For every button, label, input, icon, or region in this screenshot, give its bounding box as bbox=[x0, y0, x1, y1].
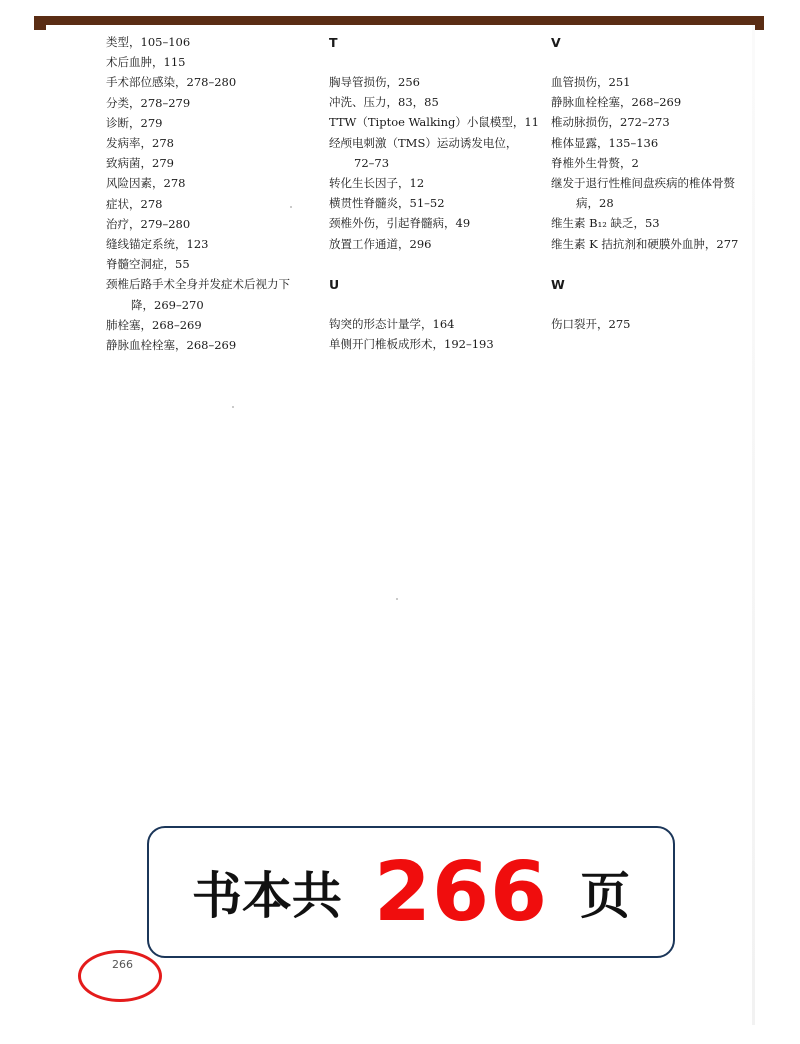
index-entry: 椎动脉损伤，272–273 bbox=[551, 115, 670, 130]
scan-speck bbox=[290, 206, 292, 208]
index-entry: 继发于退行性椎间盘疾病的椎体骨赘 bbox=[551, 176, 735, 191]
page-number: 266 bbox=[112, 958, 133, 971]
scan-speck bbox=[232, 406, 234, 408]
index-entry: 分类，278–279 bbox=[106, 95, 191, 110]
index-column-1 bbox=[106, 32, 316, 355]
index-column-3 bbox=[551, 32, 756, 334]
index-entry: 椎体显露，135–136 bbox=[551, 135, 659, 150]
index-entry: 肺栓塞，268–269 bbox=[106, 317, 202, 332]
index-entry: 类型，105–106 bbox=[106, 35, 191, 49]
index-entry: 单侧开门椎板成形术，192–193 bbox=[329, 337, 494, 352]
index-entry: 静脉血栓栓塞，268–269 bbox=[551, 95, 682, 110]
index-entry: 症状，278 bbox=[106, 196, 163, 211]
top-border-cap-left bbox=[34, 16, 46, 30]
index-entry: 风险因素，278 bbox=[106, 176, 186, 191]
index-entry: 转化生长因子，12 bbox=[329, 176, 425, 191]
index-entry: 脊椎外生骨赘，2 bbox=[551, 155, 639, 170]
index-entry-continuation: 72–73 bbox=[354, 155, 390, 170]
index-entry: 胸导管损伤，256 bbox=[329, 75, 420, 89]
index-entry: 颈椎外伤，引起脊髓病，49 bbox=[329, 216, 471, 231]
index-entry: 诊断，279 bbox=[106, 115, 163, 130]
index-column-2 bbox=[329, 32, 539, 354]
scan-speck bbox=[396, 598, 398, 600]
banner-prefix: 书本共 bbox=[191, 867, 342, 925]
index-entry: 术后血肿，115 bbox=[106, 55, 186, 70]
index-entry: 静脉血栓栓塞，268–269 bbox=[106, 338, 237, 353]
index-entry: 放置工作通道，296 bbox=[329, 236, 432, 251]
index-entry: 经颅电刺激（TMS）运动诱发电位， bbox=[329, 135, 518, 150]
index-entry: 脊髓空洞症，55 bbox=[106, 257, 190, 272]
index-entry: 颈椎后路手术全身并发症术后视力下 bbox=[106, 277, 290, 292]
index-entry: 缝线锚定系统，123 bbox=[106, 237, 209, 252]
index-entry: 伤口裂开，275 bbox=[551, 316, 631, 331]
page-number-circle-highlight bbox=[78, 950, 162, 1002]
index-entry: 治疗，279–280 bbox=[106, 216, 191, 231]
index-entry: 钩突的形态计量学，164 bbox=[329, 316, 455, 331]
index-entry-continuation: 降，269–270 bbox=[131, 297, 204, 312]
index-entry: 致病菌，279 bbox=[106, 156, 174, 171]
top-border-bar bbox=[34, 16, 764, 25]
section-letter-w: W bbox=[551, 276, 565, 292]
section-letter-u: U bbox=[329, 276, 340, 292]
index-entry: TTW（Tiptoe Walking）小鼠模型，11 bbox=[329, 115, 539, 130]
banner-suffix: 页 bbox=[580, 867, 631, 925]
section-letter-v: V bbox=[551, 35, 561, 50]
index-entry-continuation: 病，28 bbox=[576, 196, 614, 211]
page-count-banner bbox=[147, 826, 675, 958]
banner-page-count: 266 bbox=[373, 844, 549, 940]
index-entry: 手术部位感染，278–280 bbox=[106, 75, 237, 90]
index-entry: 血管损伤，251 bbox=[551, 75, 631, 89]
index-entry: 冲洗、压力，83，85 bbox=[329, 95, 439, 110]
index-entry: 发病率，278 bbox=[106, 136, 174, 151]
index-entry: 横贯性脊髓炎，51–52 bbox=[329, 196, 445, 211]
index-entry: 维生素 K 拮抗剂和硬膜外血肿，277 bbox=[551, 236, 739, 251]
section-letter-t: T bbox=[329, 35, 338, 50]
index-entry: 维生素 B₁₂ 缺乏，53 bbox=[551, 216, 660, 231]
